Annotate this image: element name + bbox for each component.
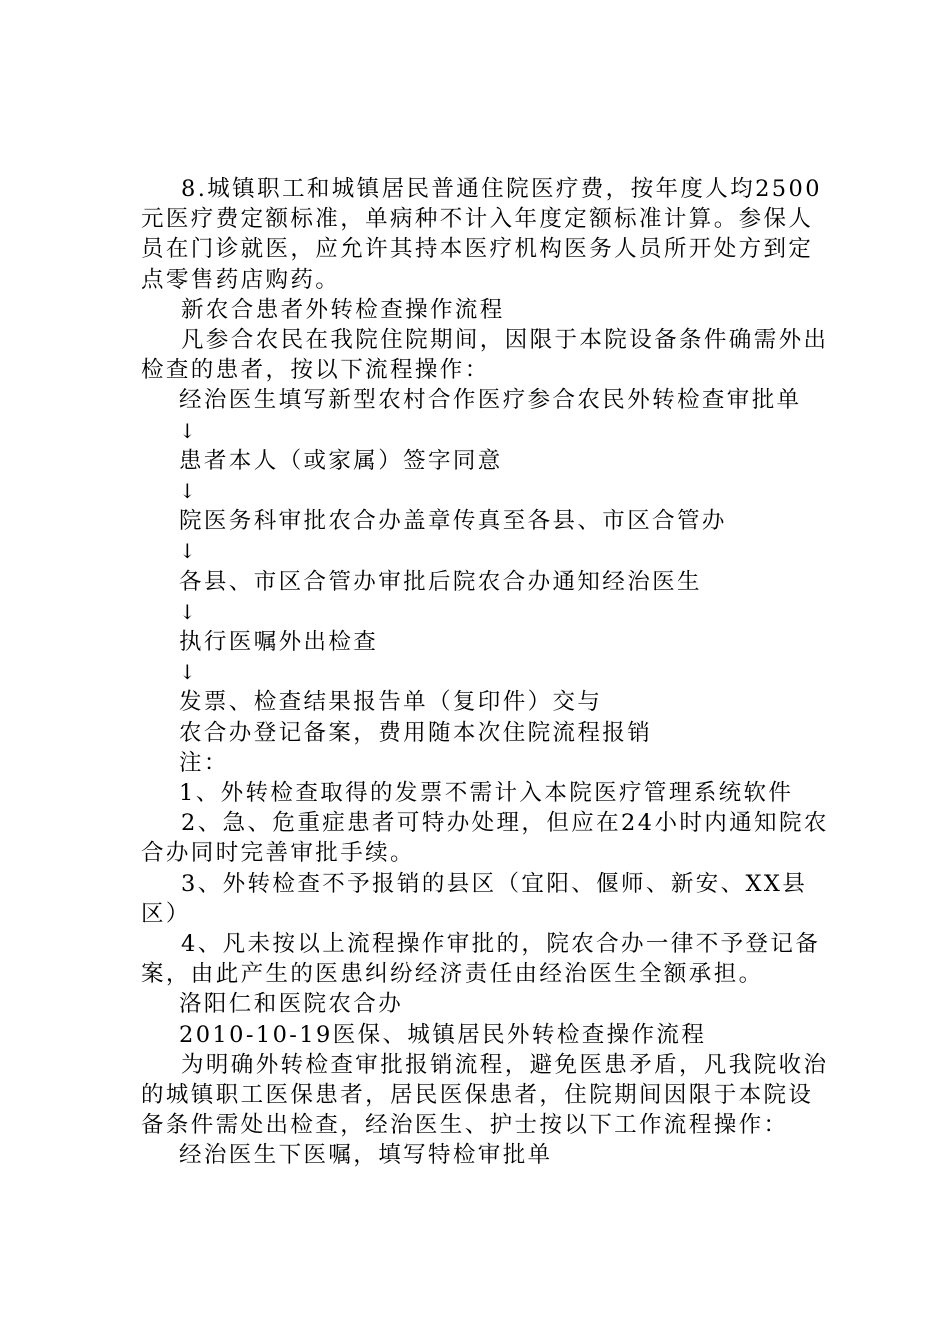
document-body [141, 174, 831, 1171]
flow-step-5: 执行医嘱外出检查 [179, 628, 379, 655]
note-4: 4、凡未按以上流程操作审批的，院农合办一律不予登记备案，由此产生的医患纠纷经济责任由经治医生全额承担。 [141, 931, 821, 988]
organization-name: 洛阳仁和医院农合办 [179, 991, 404, 1018]
note-2: 2、急、危重症患者可特办处理，但应在24小时内通知院农合办同时完善审批手续。 [141, 810, 829, 867]
down-arrow-icon: ↓ [179, 599, 199, 624]
note-3: 3、外转检查不予报销的县区（宜阳、偃师、新安、XX县区） [141, 870, 808, 927]
flow-step-2: 患者本人（或家属）签字同意 [179, 447, 503, 474]
intro-rural: 凡参合农民在我院住院期间，因限于本院设备条件确需外出检查的患者，按以下流程操作： [141, 327, 829, 384]
down-arrow-icon: ↓ [179, 479, 199, 504]
down-arrow-icon: ↓ [179, 660, 199, 685]
flow-step-6: 发票、检查结果报告单（复印件）交与 [179, 689, 603, 716]
down-arrow-icon: ↓ [179, 539, 199, 564]
paragraph-8: 8.城镇职工和城镇居民普通住院医疗费，按年度人均2500元医疗费定额标准，单病种不计入年度定额标准计算。参保人员在门诊就医，应允许其持本医疗机构医务人员所开处方到定点零售药店购药。 [141, 176, 822, 293]
note-label: 注： [179, 749, 229, 776]
section-title-urban: 2010-10-19医保、城镇居民外转检查操作流程 [179, 1021, 707, 1048]
flow-step-1: 经治医生填写新型农村合作医疗参合农民外转检查审批单 [179, 387, 802, 414]
urban-step-1: 经治医生下医嘱，填写特检审批单 [179, 1142, 553, 1169]
intro-urban: 为明确外转检查审批报销流程，避免医患矛盾，凡我院收治的城镇职工医保患者，居民医保患者，住院期间因限于本院设备条件需处出检查，经治医生、护士按以下工作流程操作： [141, 1051, 829, 1139]
note-1: 1、外转检查取得的发票不需计入本院医疗管理系统软件 [179, 779, 794, 806]
flow-step-4: 各县、市区合管办审批后院农合办通知经治医生 [179, 568, 702, 595]
down-arrow-icon: ↓ [179, 418, 199, 443]
section-title-rural: 新农合患者外转检查操作流程 [181, 296, 505, 323]
flow-step-3: 院医务科审批农合办盖章传真至各县、市区合管办 [179, 508, 727, 535]
flow-step-final: 农合办登记备案，费用随本次住院流程报销 [179, 719, 653, 746]
